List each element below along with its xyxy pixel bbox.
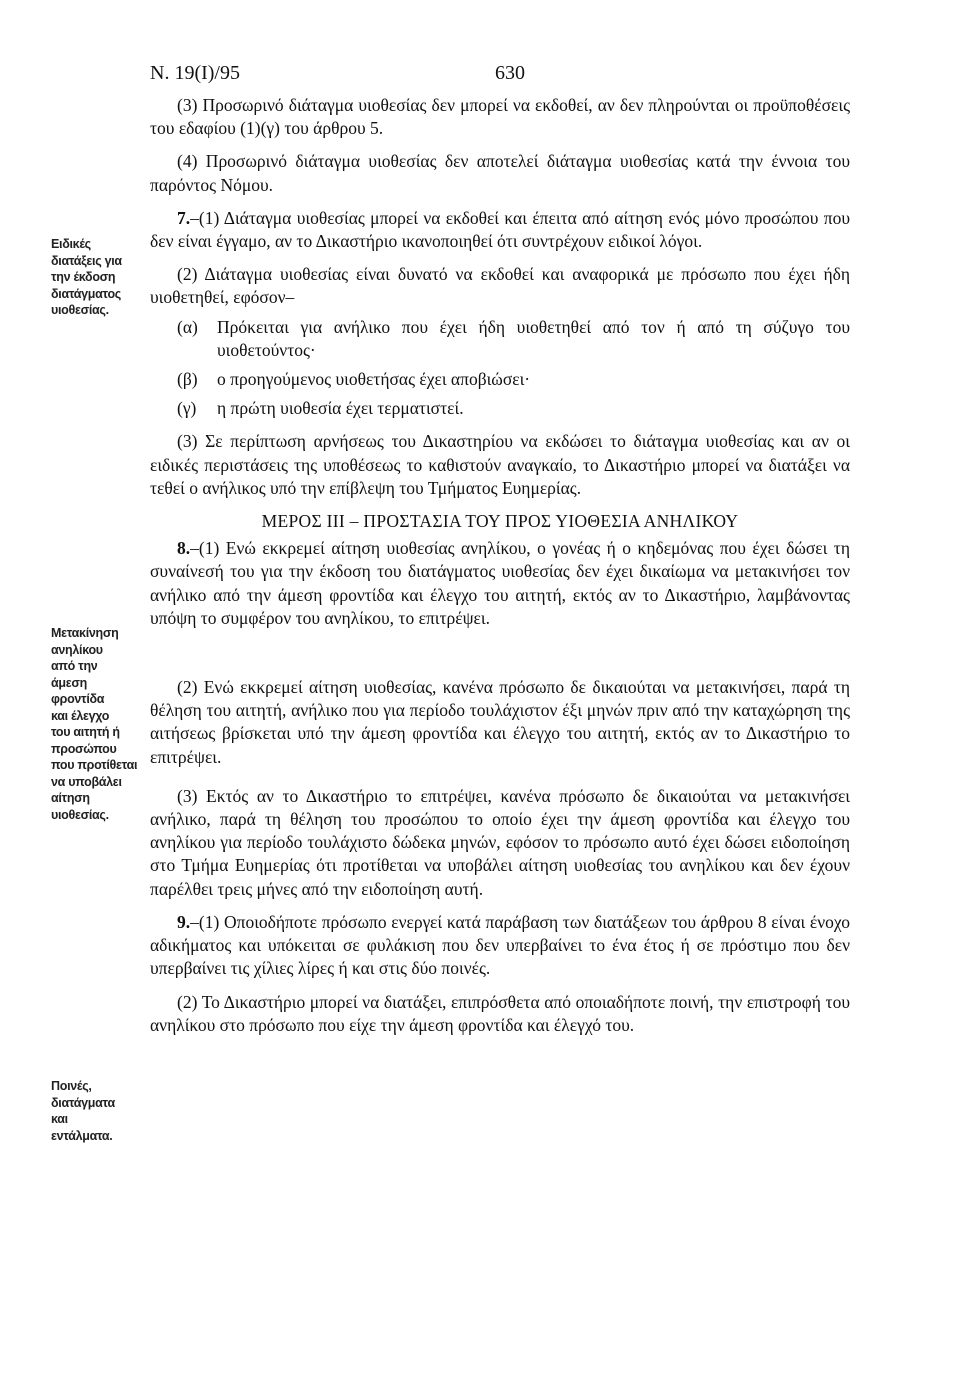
margin-note-line: άμεση	[51, 675, 87, 690]
section-text: –(1) Οποιοδήποτε πρόσωπο ενεργεί κατά παράβαση των διατάξεων του άρθρου 8 είναι ένοχο αδικήματος και υπόκειται σε φυλάκιση που δεν υπερβαίνει το ένα έτος ή σε πρόστιμο που δεν υπερβαίνει τις χίλιες λίρες ή και στις δύο ποινές.	[150, 911, 850, 979]
page-number: 630	[495, 62, 525, 84]
section-8-3: (3) Εκτός αν το Δικαστήριο το επιτρέψει, κανένα πρόσωπο δε δικαιούται να μετακινήσει ανήλικο, παρά τη θέληση του προσώπου το οποίο έχει την άμεση φροντίδα και έλεγχο του ανηλίκου για περίοδο τουλάχιστο δώδεκα μηνών, εφόσον το πρόσωπο αυτό έχει δώσει ειδοποίηση στο Τμήμα Ευημερίας ότι προτίθεται να υποβάλει αίτηση υιοθεσίας του ανηλίκου και δεν έχουν παρέλθει τρεις μήνες από την ειδοποίηση αυτή.	[150, 785, 850, 899]
margin-note-line: διατάγματος	[51, 286, 122, 301]
list-item-text: ο προηγούμενος υιοθετήσας έχει αποβιώσει·	[217, 369, 531, 390]
section-8-2: (2) Ενώ εκκρεμεί αίτηση υιοθεσίας, κανένα πρόσωπο δε δικαιούται να μετακινήσει, παρά τη θέληση του αιτητή, ανήλικο που για περίοδο τουλάχιστον έξι μηνών πριν από την καταχώρηση της αιτήσεως βρίσκεται υπό την άμεση φροντίδα και έλεγχο του αιτητή, εκτός αν το Δικαστήριο το επιτρέψει.	[150, 677, 850, 767]
law-number: N. 19(I)/95	[150, 62, 240, 84]
margin-note-line: προσώπου	[51, 741, 117, 756]
margin-note-removal-of-minor	[51, 625, 151, 823]
margin-note-line: υιοθεσίας.	[51, 303, 109, 317]
section-9-2: (2) Το Δικαστήριο μπορεί να διατάξει, επιπρόσθετα από οποιαδήποτε ποινή, την επιστροφή του ανηλίκου στο πρόσωπο που είχε την άμεση φροντίδα και έλεγχό του.	[150, 991, 850, 1035]
section-7-3: (3) Σε περίπτωση αρνήσεως του Δικαστηρίου να εκδώσει το διάταγμα υιοθεσίας και αν οι ειδικές περιστάσεις της υποθέσεως το καθιστούν αναγκαίο, το Δικαστήριο μπορεί να διατάξει να τεθεί ο ανήλικος υπό την επίβλεψη του Τμήματος Ευημερίας.	[150, 431, 850, 498]
margin-note-line: Μετακίνηση	[51, 626, 119, 640]
margin-note-line: φροντίδα	[51, 692, 105, 706]
margin-note-line: διατάξεις για	[51, 253, 122, 268]
margin-note-line: να υποβάλει	[51, 774, 122, 789]
margin-note-special-provisions	[51, 236, 151, 319]
margin-note-line: Ειδικές	[51, 237, 91, 251]
margin-note-line: αίτηση	[51, 791, 90, 805]
list-item-label: (γ)	[177, 398, 197, 419]
section-number: 8.	[177, 538, 191, 559]
list-item-text: η πρώτη υιοθεσία έχει τερματιστεί.	[217, 398, 464, 419]
list-item	[177, 316, 850, 362]
margin-note-line: υιοθεσίας.	[51, 807, 109, 822]
margin-note-line: του αιτητή ή	[51, 725, 120, 739]
margin-note-line: και έλεγχο	[51, 708, 110, 723]
margin-note-line: από την	[51, 659, 98, 673]
document-body	[150, 94, 850, 1037]
list-item-label: (α)	[177, 316, 198, 337]
section-number: 9.	[177, 911, 191, 932]
list-item-label: (β)	[177, 369, 198, 390]
margin-note-line: και	[51, 1112, 68, 1126]
part-heading: ΜΕΡΟΣ ΙΙΙ – ΠΡΟΣΤΑΣΙΑ ΤΟΥ ΠΡΟΣ ΥΙΟΘΕΣΙΑ ΑΝΗΛΙΚΟΥ	[261, 511, 739, 532]
margin-note-line: εντάλματα.	[51, 1128, 113, 1143]
list-item	[177, 397, 850, 420]
section-9-1	[150, 911, 850, 981]
section-7-1	[150, 207, 850, 253]
list-item-text: Πρόκειται για ανήλικο που έχει ήδη υιοθετηθεί από τον ή από τη σύζυγο του υιοθετούντος·	[217, 316, 850, 360]
section-8-1	[150, 537, 850, 630]
list-item	[177, 368, 850, 391]
margin-note-line: που προτίθεται	[51, 758, 138, 772]
section-7-2: (2) Διάταγμα υιοθεσίας είναι δυνατό να εκδοθεί και αναφορικά με πρόσωπο που έχει ήδη υιοθετηθεί, εφόσον–	[150, 264, 850, 308]
section-number: 7.	[177, 207, 191, 228]
margin-note-penalties	[51, 1078, 151, 1144]
margin-note-line: την έκδοση	[51, 270, 116, 284]
margin-note-line: διατάγματα	[51, 1095, 115, 1110]
section-text: –(1) Ενώ εκκρεμεί αίτηση υιοθεσίας ανηλίκου, ο γονέας ή ο κηδεμόνας που έχει δώσει τη συναίνεσή του για την έκδοση του διατάγματος υιοθεσίας δεν έχει δικαίωμα να μετακινήσει τον ανήλικο από την άμεση φροντίδα και έλεγχο του αιτητή, εκτός αν το Δικαστήριο, λαμβάνοντας υπόψη το συμφέρον του ανηλίκου, το επιτρέψει.	[150, 538, 850, 628]
page-header	[150, 62, 850, 90]
paragraph-6-4: (4) Προσωρινό διάταγμα υιοθεσίας δεν αποτελεί διάταγμα υιοθεσίας κατά την έννοια του παρόντος Νόμου.	[150, 151, 850, 195]
section-text: –(1) Διάταγμα υιοθεσίας μπορεί να εκδοθεί και έπειτα από αίτηση ενός μόνο προσώπου που δεν είναι έγγαμο, αν το Δικαστήριο ικανοποιηθεί ότι συντρέχουν ειδικοί λόγοι.	[150, 207, 850, 252]
margin-note-line: Ποινές,	[51, 1079, 92, 1093]
margin-note-line: ανηλίκου	[51, 642, 103, 657]
paragraph-6-3: (3) Προσωρινό διάταγμα υιοθεσίας δεν μπορεί να εκδοθεί, αν δεν πληρούνται οι προϋποθέσεις του εδαφίου (1)(γ) του άρθρου 5.	[150, 95, 850, 139]
